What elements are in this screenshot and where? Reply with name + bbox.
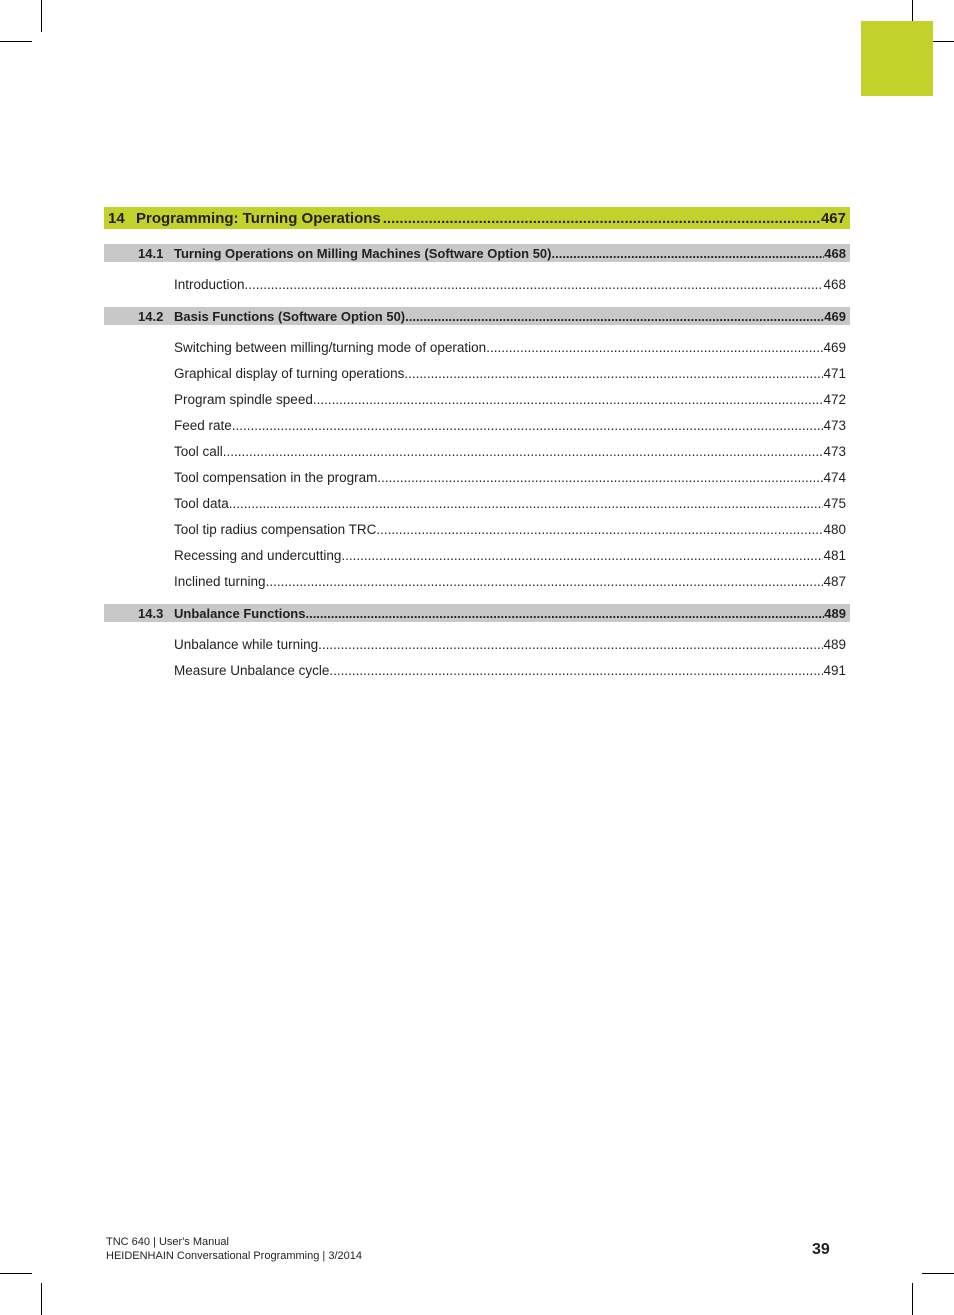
leader-dots bbox=[313, 392, 824, 407]
entry-title: Feed rate bbox=[174, 417, 232, 433]
crop-mark bbox=[41, 1283, 42, 1315]
toc-entry[interactable] bbox=[104, 360, 850, 386]
entry-page: 480 bbox=[823, 521, 846, 537]
leader-dots bbox=[329, 663, 823, 678]
entry-title: Inclined turning bbox=[174, 573, 266, 589]
entry-page: 475 bbox=[823, 495, 846, 511]
entry-title: Tool tip radius compensation TRC bbox=[174, 521, 377, 537]
toc-section-row[interactable] bbox=[104, 307, 850, 325]
section-page: 468 bbox=[824, 245, 846, 261]
leader-dots bbox=[232, 418, 824, 433]
toc-entry[interactable] bbox=[104, 271, 850, 297]
leader-dots bbox=[305, 606, 824, 621]
entry-page: 487 bbox=[823, 573, 846, 589]
page-footer bbox=[106, 1235, 362, 1263]
section-page: 469 bbox=[824, 308, 846, 324]
toc-entry[interactable] bbox=[104, 334, 850, 360]
entry-title: Tool call bbox=[174, 443, 223, 459]
leader-dots bbox=[486, 340, 823, 355]
entry-title: Tool data bbox=[174, 495, 229, 511]
toc-entry[interactable] bbox=[104, 657, 850, 683]
leader-dots bbox=[405, 309, 824, 324]
toc-entry[interactable] bbox=[104, 386, 850, 412]
leader-dots bbox=[404, 366, 823, 381]
entry-page: 489 bbox=[823, 636, 846, 652]
section-number: 14.1 bbox=[138, 245, 164, 261]
crop-mark bbox=[0, 41, 32, 42]
entry-title: Switching between milling/turning mode of operation bbox=[174, 339, 487, 355]
section-number: 14.2 bbox=[138, 308, 164, 324]
entry-title: Measure Unbalance cycle bbox=[174, 662, 330, 678]
entry-page: 491 bbox=[823, 662, 846, 678]
entry-page: 473 bbox=[823, 443, 846, 459]
entry-title: Program spindle speed bbox=[174, 391, 313, 407]
entry-page: 471 bbox=[823, 365, 846, 381]
table-of-contents bbox=[104, 207, 850, 683]
crop-mark bbox=[0, 1273, 32, 1274]
footer-edition: HEIDENHAIN Conversational Programming | 3/2014 bbox=[106, 1250, 362, 1262]
toc-entry[interactable] bbox=[104, 568, 850, 594]
toc-entry[interactable] bbox=[104, 490, 850, 516]
toc-section-row[interactable] bbox=[104, 244, 850, 262]
footer-manual-title: TNC 640 | User's Manual bbox=[106, 1236, 229, 1248]
chapter-thumb-tab bbox=[861, 21, 933, 96]
leader-dots bbox=[266, 574, 824, 589]
entry-page: 472 bbox=[823, 391, 846, 407]
entry-page: 468 bbox=[823, 276, 846, 292]
chapter-number: 14 bbox=[108, 209, 125, 227]
chapter-title: Programming: Turning Operations bbox=[136, 209, 381, 227]
entry-title: Unbalance while turning bbox=[174, 636, 319, 652]
page-number: 39 bbox=[812, 1241, 830, 1258]
entry-page: 474 bbox=[823, 469, 846, 485]
toc-entry[interactable] bbox=[104, 464, 850, 490]
leader-dots bbox=[552, 246, 825, 261]
entry-title: Tool compensation in the program bbox=[174, 469, 378, 485]
leader-dots bbox=[318, 637, 823, 652]
leader-dots bbox=[341, 548, 823, 563]
leader-dots bbox=[223, 444, 824, 459]
toc-section-row[interactable] bbox=[104, 604, 850, 622]
leader-dots bbox=[229, 496, 824, 511]
toc-entry[interactable] bbox=[104, 412, 850, 438]
crop-mark bbox=[912, 1283, 913, 1315]
entry-page: 481 bbox=[823, 547, 846, 563]
leader-dots bbox=[377, 470, 823, 485]
toc-entry[interactable] bbox=[104, 438, 850, 464]
entry-page: 473 bbox=[823, 417, 846, 433]
section-title: Unbalance Functions bbox=[174, 605, 306, 621]
toc-entry[interactable] bbox=[104, 631, 850, 657]
section-number: 14.3 bbox=[138, 605, 164, 621]
leader-dots bbox=[245, 277, 824, 292]
section-title: Basis Functions (Software Option 50) bbox=[174, 308, 406, 324]
entry-title: Introduction bbox=[174, 276, 245, 292]
crop-mark bbox=[922, 1273, 954, 1274]
section-title: Turning Operations on Milling Machines (Software Option 50) bbox=[174, 245, 552, 261]
leader-dots bbox=[376, 522, 823, 537]
toc-entry[interactable] bbox=[104, 542, 850, 568]
toc-chapter-row[interactable] bbox=[104, 207, 850, 229]
section-page: 489 bbox=[824, 605, 846, 621]
crop-mark bbox=[41, 0, 42, 32]
toc-entry[interactable] bbox=[104, 516, 850, 542]
chapter-page: 467 bbox=[820, 209, 846, 227]
entry-title: Recessing and undercutting bbox=[174, 547, 342, 563]
entry-page: 469 bbox=[823, 339, 846, 355]
leader-dots bbox=[383, 210, 821, 227]
entry-title: Graphical display of turning operations bbox=[174, 365, 405, 381]
